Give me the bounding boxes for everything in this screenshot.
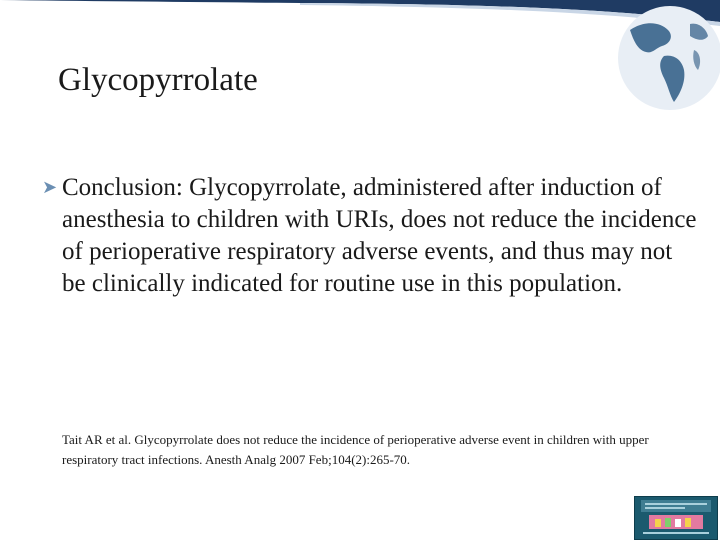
conclusion-paragraph: [42, 172, 702, 300]
logo-graphic: [635, 497, 717, 539]
conclusion-text: Conclusion: Glycopyrrolate, administered after induction of anesthesia to children with URIs, does not reduce the incidence of perioperative respiratory adverse events, and thus may not be clinically indicated for routine use in this population.: [62, 174, 697, 297]
bullet-arrow-icon: ➤: [42, 177, 58, 198]
slide-title: Glycopyrrolate: [58, 62, 258, 98]
society-logo-icon: [634, 496, 718, 540]
globe-icon: [590, 0, 720, 110]
citation-text: Tait AR et al. Glycopyrrolate does not reduce the incidence of perioperative adverse event in children with upper respiratory tract infections. Anesth Analg 2007 Feb;104(2):265-70.: [62, 432, 649, 467]
